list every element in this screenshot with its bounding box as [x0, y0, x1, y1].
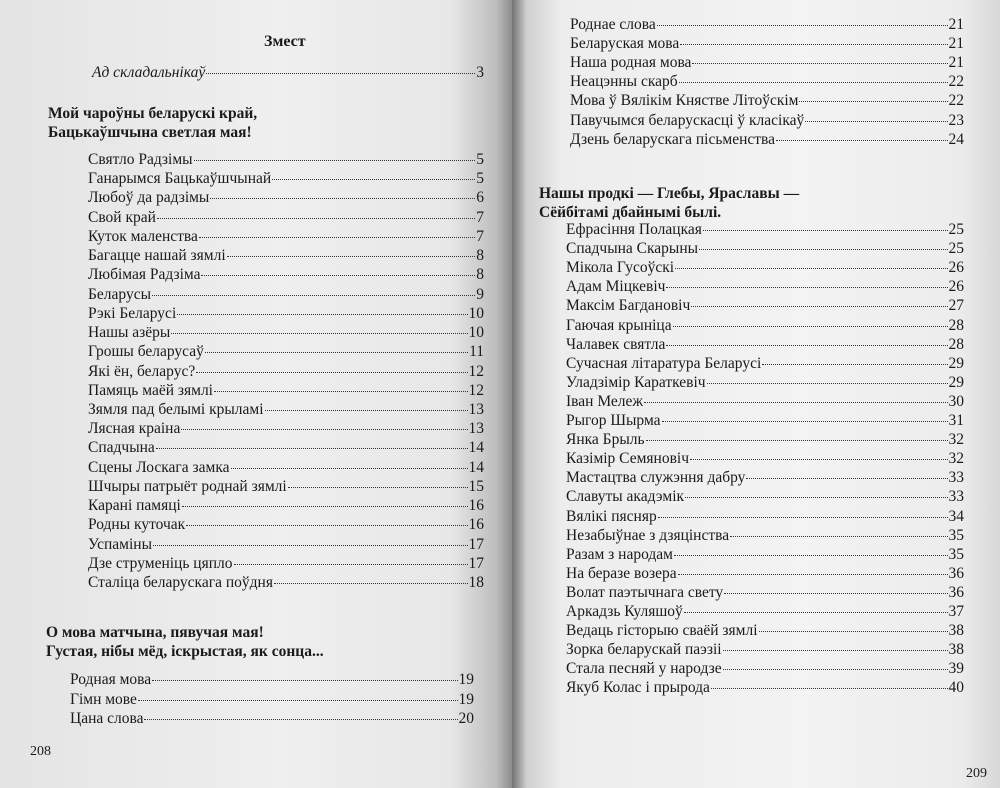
- entry-title: Грошы беларусаў: [88, 343, 204, 361]
- dot-leader: [194, 160, 476, 161]
- entry-page: 11: [469, 343, 484, 361]
- page-title: Змест: [264, 33, 306, 50]
- dot-leader: [673, 326, 948, 327]
- entry-page: 16: [468, 497, 484, 515]
- entry-title: Які ён, беларус?: [88, 362, 196, 380]
- entry-page: 6: [476, 189, 484, 207]
- entry-title: Ефрасіння Полацкая: [566, 221, 702, 238]
- entry-page: 38: [948, 622, 964, 640]
- section-heading-line: Нашы продкі — Глебы, Яраславы —: [539, 185, 800, 202]
- toc-entry[interactable]: [566, 545, 964, 564]
- entry-title: Родная мова: [70, 671, 152, 688]
- entry-page: 36: [948, 583, 964, 601]
- toc-entry[interactable]: [88, 169, 484, 188]
- toc-entry[interactable]: [88, 227, 484, 246]
- entry-title: Ганарымся Бацькаўшчынай: [88, 170, 272, 188]
- section-heading-line: Сёйбітамі дбайнымі былі.: [539, 204, 722, 221]
- toc-entry[interactable]: [566, 239, 964, 258]
- dot-leader: [724, 593, 947, 594]
- dot-leader: [723, 650, 948, 651]
- dot-leader: [644, 402, 947, 403]
- entry-page: 31: [948, 412, 964, 429]
- dot-leader: [152, 680, 457, 681]
- entry-title: Цана слова: [70, 710, 144, 728]
- entry-page: 32: [948, 431, 964, 449]
- dot-leader: [205, 352, 468, 353]
- entry-title: Дзень беларускага пісьменства: [570, 130, 776, 148]
- entry-page: 10: [468, 304, 484, 322]
- entry-title: Рэкі Беларусі: [88, 304, 177, 322]
- dot-leader: [206, 73, 475, 74]
- dot-leader: [657, 25, 948, 26]
- entry-page: 38: [948, 641, 964, 659]
- dot-leader: [678, 574, 948, 575]
- entry-title: Сучасная літаратура Беларусі: [566, 354, 762, 372]
- entry-page: 35: [948, 545, 964, 563]
- dot-leader: [723, 669, 948, 670]
- toc-entry[interactable]: [88, 458, 484, 477]
- toc-entry[interactable]: [566, 449, 964, 468]
- dot-leader: [658, 517, 948, 518]
- toc-entry[interactable]: [570, 91, 964, 110]
- dot-leader: [196, 372, 467, 373]
- toc-entry[interactable]: [88, 381, 484, 400]
- entry-title: Вялікі пясняр: [566, 507, 657, 525]
- entry-page: 26: [948, 278, 964, 296]
- entry-page: 37: [948, 603, 964, 620]
- toc-entry[interactable]: [570, 34, 964, 53]
- entry-page: 33: [948, 469, 964, 487]
- entry-title: Святло Радзімы: [88, 151, 193, 168]
- entry-title: Куток маленства: [88, 227, 198, 245]
- entry-title: Павучымся беларускасці ў класікаў: [570, 111, 805, 129]
- section-heading-line: Бацькаўшчына светлая мая!: [48, 124, 252, 141]
- dot-leader: [703, 230, 948, 231]
- entry-title: Успаміны: [88, 535, 152, 553]
- entry-page: 24: [948, 130, 964, 148]
- toc-entry[interactable]: [88, 150, 484, 169]
- section-heading-line: Густая, нібы мёд, іскрыстая, як сонца...: [46, 643, 324, 660]
- dot-leader: [730, 536, 947, 537]
- dot-leader: [231, 468, 468, 469]
- entry-page: 17: [468, 535, 484, 553]
- toc-entry[interactable]: [570, 15, 964, 34]
- toc-entry[interactable]: [88, 362, 484, 381]
- entry-page: 28: [948, 335, 964, 353]
- dot-leader: [646, 440, 948, 441]
- entry-page: 13: [468, 420, 484, 438]
- entry-page: 33: [948, 488, 964, 506]
- dot-leader: [679, 82, 948, 83]
- entry-title: Родны куточак: [88, 516, 186, 534]
- toc-entry[interactable]: [566, 277, 964, 296]
- entry-title: Спадчына Скарыны: [566, 240, 699, 258]
- dot-leader: [138, 700, 458, 701]
- toc-entry[interactable]: [566, 468, 964, 487]
- entry-page: 16: [468, 516, 484, 534]
- toc-entry[interactable]: [566, 602, 964, 621]
- toc-entry[interactable]: [70, 670, 474, 689]
- entry-title: Чалавек святла: [566, 335, 666, 353]
- entry-title: Янка Брыль: [566, 431, 645, 449]
- entry-page: 12: [468, 381, 484, 399]
- dot-leader: [692, 63, 947, 64]
- toc-entry[interactable]: [566, 296, 964, 315]
- dot-leader: [201, 275, 475, 276]
- entry-page: 39: [948, 660, 964, 678]
- entry-page: 22: [948, 92, 964, 110]
- toc-entry[interactable]: [88, 246, 484, 265]
- toc-entry[interactable]: [88, 573, 484, 592]
- toc-entry[interactable]: [566, 430, 964, 449]
- dot-leader: [805, 121, 947, 122]
- dot-leader: [680, 44, 947, 45]
- entry-title: Любімая Радзіма: [88, 266, 201, 284]
- entry-page: 19: [458, 690, 474, 708]
- entry-page: 29: [948, 354, 964, 372]
- entry-title: Іван Мележ: [566, 392, 644, 410]
- entry-page: 9: [476, 285, 484, 303]
- dot-leader: [684, 612, 948, 613]
- entry-title: Якуб Колас і прырода: [566, 679, 710, 697]
- entry-page: 22: [948, 73, 964, 91]
- toc-entry[interactable]: [88, 323, 484, 342]
- toc-entry[interactable]: [88, 208, 484, 227]
- entry-title: Мікола Гусоўскі: [566, 259, 675, 277]
- toc-entry[interactable]: [566, 220, 964, 239]
- dot-leader: [144, 719, 457, 720]
- dot-leader: [666, 345, 947, 346]
- toc-entry[interactable]: [566, 316, 964, 335]
- dot-leader: [152, 295, 475, 296]
- entry-page: 32: [948, 450, 964, 468]
- toc-entry[interactable]: [566, 411, 964, 430]
- toc-entry[interactable]: [88, 342, 484, 361]
- entry-title: Мастацтва служэння дабру: [566, 469, 746, 487]
- toc-entry[interactable]: [566, 487, 964, 506]
- entry-page: 3: [476, 64, 484, 81]
- toc-entry[interactable]: [570, 53, 964, 72]
- entry-page: 18: [468, 574, 484, 592]
- toc-entry[interactable]: [566, 621, 964, 640]
- entry-title: Нашы азёры: [88, 324, 171, 342]
- entry-page: 8: [476, 247, 484, 265]
- entry-title: Ад складальнікаў: [92, 64, 206, 81]
- entry-page: 26: [948, 259, 964, 277]
- entry-title: Адам Міцкевіч: [566, 278, 666, 296]
- entry-title: Мова ў Вялікім Княстве Літоўскім: [570, 92, 799, 110]
- toc-entry[interactable]: [88, 304, 484, 323]
- dot-leader: [227, 256, 476, 257]
- dot-leader: [182, 506, 468, 507]
- toc-entry[interactable]: [566, 678, 964, 697]
- entry-title: Гаючая крыніца: [566, 316, 672, 334]
- section-heading-line: О мова матчына, пявучая мая!: [46, 624, 264, 641]
- dot-leader: [265, 410, 468, 411]
- entry-page: 34: [948, 507, 964, 525]
- entry-title: Беларусы: [88, 285, 151, 303]
- dot-leader: [199, 237, 475, 238]
- dot-leader: [707, 383, 948, 384]
- toc-entry[interactable]: [570, 130, 964, 149]
- entry-title: Карані памяці: [88, 497, 181, 515]
- entry-title: Казімір Семяновіч: [566, 450, 689, 468]
- dot-leader: [156, 448, 468, 449]
- entry-page: 36: [948, 564, 964, 582]
- entry-title: Волат паэтычнага свету: [566, 583, 724, 601]
- entry-page: 14: [468, 439, 484, 457]
- toc-entry[interactable]: [88, 438, 484, 457]
- dot-leader: [711, 688, 948, 689]
- dot-leader: [691, 306, 947, 307]
- section-heading-line: Мой чароўны беларускі край,: [48, 105, 258, 122]
- toc-entry-intro[interactable]: [92, 63, 484, 82]
- entry-title: Наша родная мова: [570, 54, 692, 72]
- dot-leader: [776, 140, 947, 141]
- entry-title: Шчыры патрыёт роднай зямлі: [88, 477, 287, 495]
- dot-leader: [699, 249, 947, 250]
- dot-leader: [746, 478, 947, 479]
- dot-leader: [762, 364, 947, 365]
- entry-page: 27: [948, 297, 964, 315]
- entry-title: Славуты акадэмік: [566, 488, 685, 506]
- dot-leader: [157, 218, 475, 219]
- dot-leader: [214, 391, 468, 392]
- entry-title: Аркадзь Куляшоў: [566, 603, 683, 620]
- toc-entry[interactable]: [566, 335, 964, 354]
- toc-entry[interactable]: [566, 354, 964, 373]
- toc-entry[interactable]: [570, 111, 964, 130]
- entry-page: 8: [476, 266, 484, 284]
- entry-title: Лясная краіна: [88, 420, 181, 438]
- entry-title: Свой край: [88, 208, 156, 226]
- gutter-shadow: [512, 0, 526, 788]
- dot-leader: [674, 555, 948, 556]
- entry-page: 10: [468, 324, 484, 342]
- entry-page: 19: [458, 671, 474, 688]
- toc-entry[interactable]: [88, 400, 484, 419]
- dot-leader: [181, 429, 467, 430]
- entry-title: Сцены Лоскага замка: [88, 458, 230, 476]
- entry-title: Зямля пад белымі крыламі: [88, 400, 264, 418]
- entry-page: 20: [458, 710, 474, 728]
- entry-page: 14: [468, 458, 484, 476]
- toc-entry[interactable]: [570, 72, 964, 91]
- dot-leader: [799, 101, 947, 102]
- right-page: [512, 0, 1000, 788]
- page-number: 208: [30, 744, 51, 759]
- dot-leader: [186, 525, 467, 526]
- entry-title: Незабыўнае з дзяцінства: [566, 526, 730, 544]
- entry-title: Уладзімір Караткевіч: [566, 373, 706, 391]
- entry-title: Роднае слова: [570, 16, 656, 33]
- dot-leader: [675, 268, 947, 269]
- entry-page: 40: [948, 679, 964, 697]
- entry-page: 7: [476, 208, 484, 226]
- toc-entry[interactable]: [88, 515, 484, 534]
- entry-title: Памяць маёй зямлі: [88, 381, 213, 399]
- dot-leader: [288, 487, 468, 488]
- dot-leader: [759, 631, 948, 632]
- entry-page: 17: [468, 554, 484, 572]
- entry-title: Гімн мове: [70, 690, 137, 708]
- toc-entry[interactable]: [566, 640, 964, 659]
- toc-entry[interactable]: [566, 526, 964, 545]
- toc-entry[interactable]: [566, 258, 964, 277]
- entry-title: Багацце нашай зямлі: [88, 247, 226, 265]
- entry-page: 12: [468, 362, 484, 380]
- toc-entry[interactable]: [88, 419, 484, 438]
- entry-page: 29: [948, 373, 964, 391]
- dot-leader: [666, 287, 947, 288]
- toc-entry[interactable]: [88, 477, 484, 496]
- entry-title: Сталіца беларускага поўдня: [88, 574, 273, 592]
- entry-title: Спадчына: [88, 439, 155, 457]
- entry-page: 15: [468, 477, 484, 495]
- entry-title: Любоў да радзімы: [88, 189, 210, 207]
- page-number: 209: [966, 766, 987, 781]
- toc-entry[interactable]: [88, 285, 484, 304]
- dot-leader: [153, 545, 468, 546]
- entry-title: Неацэнны скарб: [570, 73, 678, 91]
- dot-leader: [210, 198, 475, 199]
- entry-title: Зорка беларускай паэзіі: [566, 641, 722, 659]
- toc-entry[interactable]: [566, 507, 964, 526]
- entry-title: Рыгор Шырма: [566, 412, 661, 429]
- toc-entry[interactable]: [88, 554, 484, 573]
- entry-title: На беразе возера: [566, 564, 677, 582]
- entry-title: Разам з народам: [566, 545, 673, 563]
- toc-entry[interactable]: [88, 496, 484, 515]
- toc-entry[interactable]: [70, 709, 474, 728]
- entry-page: 23: [948, 111, 964, 129]
- dot-leader: [274, 583, 468, 584]
- entry-page: 30: [948, 392, 964, 410]
- entry-page: 25: [948, 221, 964, 238]
- dot-leader: [272, 179, 475, 180]
- entry-page: 7: [476, 227, 484, 245]
- dot-leader: [177, 314, 467, 315]
- entry-page: 25: [948, 240, 964, 258]
- entry-page: 13: [468, 400, 484, 418]
- toc-entry[interactable]: [88, 265, 484, 284]
- entry-title: Стала песняй у народзе: [566, 660, 722, 678]
- entry-page: 35: [948, 526, 964, 544]
- entry-title: Ведаць гісторыю сваёй зямлі: [566, 622, 758, 640]
- toc-entry[interactable]: [88, 535, 484, 554]
- toc-entry[interactable]: [566, 373, 964, 392]
- toc-entry[interactable]: [566, 564, 964, 583]
- entry-page: 28: [948, 316, 964, 334]
- toc-entry[interactable]: [70, 690, 474, 709]
- dot-leader: [234, 564, 468, 565]
- entry-page: 21: [948, 35, 964, 53]
- dot-leader: [662, 421, 948, 422]
- entry-title: Максім Багдановіч: [566, 297, 691, 315]
- dot-leader: [690, 459, 948, 460]
- dot-leader: [685, 497, 947, 498]
- toc-entry[interactable]: [88, 188, 484, 207]
- entry-title: Беларуская мова: [570, 35, 680, 53]
- dot-leader: [171, 333, 467, 334]
- toc-entry[interactable]: [566, 392, 964, 411]
- entry-page: 5: [476, 170, 484, 188]
- toc-entry[interactable]: [566, 659, 964, 678]
- entry-page: 21: [948, 54, 964, 72]
- toc-entry[interactable]: [566, 583, 964, 602]
- entry-page: 5: [476, 151, 484, 168]
- entry-title: Дзе струменіць цяпло: [88, 554, 233, 572]
- entry-page: 21: [948, 16, 964, 33]
